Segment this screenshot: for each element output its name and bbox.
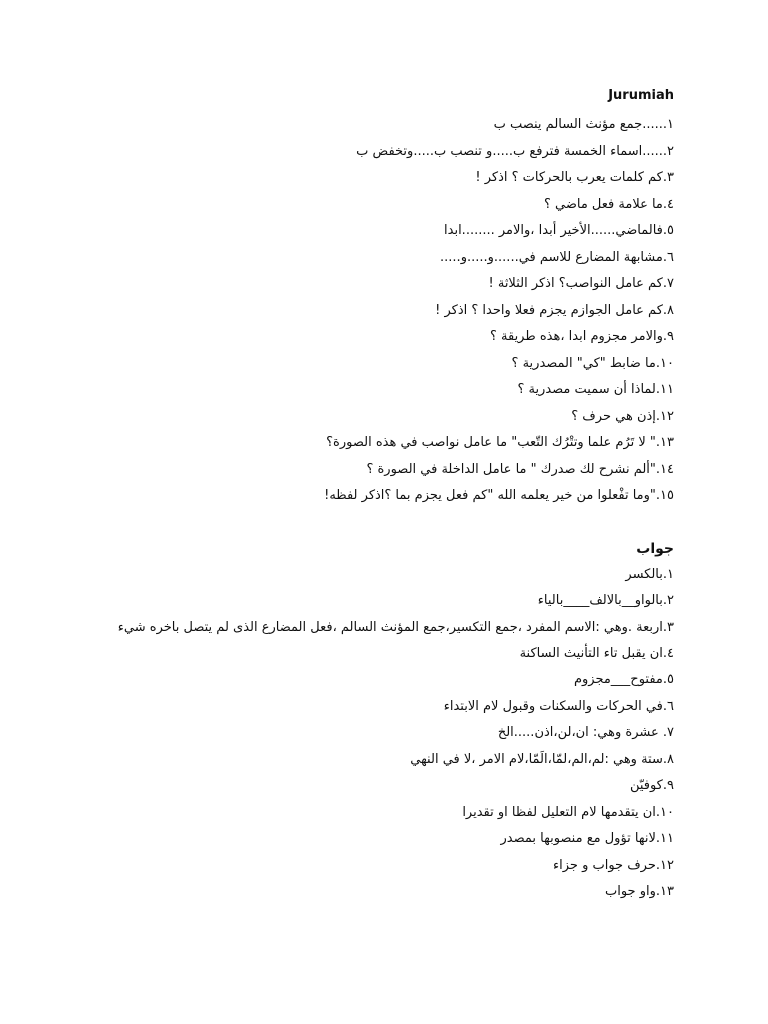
question-line: ١٣." لا تَرُم علما وتتْرُك التّعب" ما عامل نواصب في هذه الصورة؟ xyxy=(326,435,674,450)
answer-line: ١٣.واو جواب xyxy=(604,884,674,899)
answer-line: ١.بالكسر xyxy=(625,566,674,582)
question-line: ٧.كم عامل النواصب؟ اذكر الثلاثة ! xyxy=(488,276,674,291)
question-line: ١١.لماذا أن سميت مصدرية ؟ xyxy=(517,382,674,397)
question-line: ١٠.ما ضابط "كي" المصدرية ؟ xyxy=(511,355,674,371)
question-line: ٨.كم عامل الجوازم يجزم فعلا واحدا ؟ اذكر ! xyxy=(435,302,674,318)
answer-line: ٨.ستة وهي :لم،الم،لمّا،الَمّا،لام الامر ،لا في النهي xyxy=(410,751,674,767)
answer-line: ٦.في الحركات والسكنات وقبول لام الابتداء xyxy=(443,698,674,714)
answers-list xyxy=(90,562,674,906)
answer-line: ٤.ان يقبل تاء التأنيث الساكنة xyxy=(519,645,674,661)
answer-line: ٩.كوفيّن xyxy=(629,778,674,793)
document-body xyxy=(90,86,674,906)
question-line: ٤.ما علامة فعل ماضي ؟ xyxy=(543,196,674,212)
answer-line: ٧. عشرة وهي: ان،لن،اذن.....الخ xyxy=(497,725,674,740)
question-line: ١٥."وما تفْعلوا من خير يعلمه الله "كم فعل يجزم بما ؟اذكر لفظه! xyxy=(324,488,674,503)
answers-heading: جواب xyxy=(636,540,674,557)
answer-line: ٣.اربعة .وهي :الاسم المفرد ،جمع التكسير،جمع المؤنث السالم ،فعل المضارع الذى لم يتصل باخره شيء xyxy=(117,619,674,635)
question-line: ٥.فالماضي......الأخير أبدا ،والامر ........ابدا xyxy=(444,223,674,238)
question-line: ٩.والامر مجزوم ابدا ،هذه طريقة ؟ xyxy=(489,329,674,344)
questions-list xyxy=(90,112,674,510)
answer-line: ١٠.ان يتقدمها لام التعليل لفظا او تقديرا xyxy=(462,804,674,820)
document-title: Jurumiah xyxy=(608,88,674,103)
question-line: ٦.مشابهة المضارع للاسم في......و.....و..... xyxy=(440,249,674,265)
answer-line: ٢.بالواو__بالالف____بالياء xyxy=(537,593,674,608)
question-line: ١٢.إذن هي حرف ؟ xyxy=(571,408,674,424)
answer-line: ١١.لانها تؤول مع منصوبها بمصدر xyxy=(500,831,674,846)
answer-line: ١٢.حرف جواب و جزاء xyxy=(553,857,674,873)
answer-line: ٥.مفتوح___مجزوم xyxy=(573,672,674,687)
question-line: ١......جمع مؤنث السالم ينصب ب xyxy=(493,117,674,132)
question-line: ٢......اسماء الخمسة فترفع ب.....و تنصب ب.....وتخفض ب xyxy=(356,143,674,159)
question-line: ١٤."ألم نشرح لك صدرك " ما عامل الداخلة في الصورة ؟ xyxy=(366,461,674,477)
question-line: ٣.كم كلمات يعرب بالحركات ؟ اذكر ! xyxy=(475,170,674,185)
